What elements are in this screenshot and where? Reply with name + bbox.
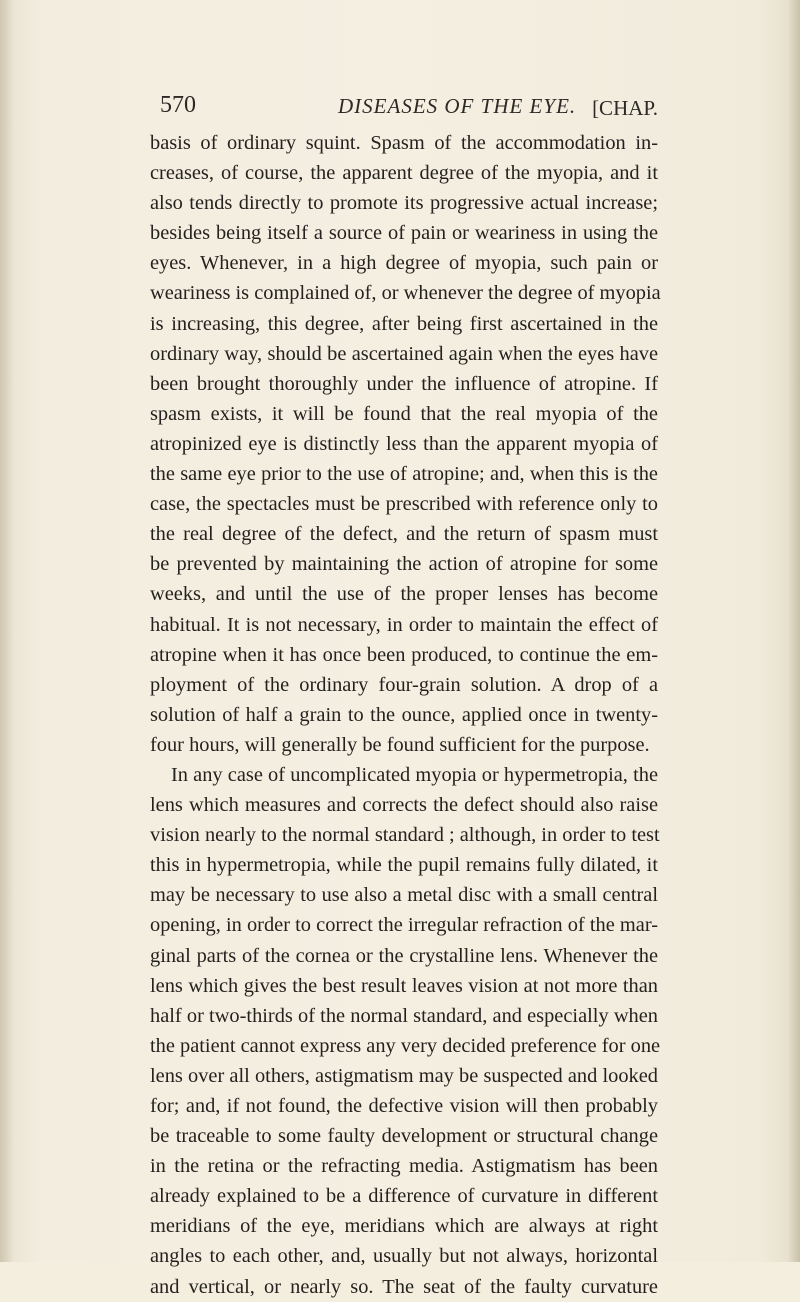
running-title: DISEASES OF THE EYE. (338, 94, 577, 118)
running-header (160, 92, 658, 120)
text-line: already explained to be a difference of curvature in different (150, 1185, 658, 1208)
page-left-edge-shadow (0, 0, 14, 1262)
text-line: besides being itself a source of pain or weariness in using the (150, 222, 658, 245)
text-line: meridians of the eye, meridians which are always at right (150, 1215, 658, 1238)
text-line: is increasing, this degree, after being first ascertained in the (150, 312, 658, 335)
text-line: this in hypermetropia, while the pupil remains fully dilated, it (150, 854, 658, 877)
text-line: In any case of uncomplicated myopia or hypermetropia, the (171, 763, 658, 786)
text-line: the real degree of the defect, and the return of spasm must (150, 523, 658, 546)
paragraph (150, 128, 661, 760)
chapter-mark: [CHAP. (592, 96, 658, 120)
text-line: ordinary way, should be ascertained again when the eyes have (150, 342, 658, 365)
text-line: eyes. Whenever, in a high degree of myopia, such pain or (150, 252, 658, 275)
text-line: also tends directly to promote its progressive actual increase; (150, 192, 658, 215)
text-line: basis of ordinary squint. Spasm of the accommodation in- (150, 132, 658, 154)
text-line: be traceable to some faulty development or structural change (150, 1125, 658, 1148)
text-line: spasm exists, it will be found that the real myopia of the (150, 402, 658, 425)
text-line: be prevented by maintaining the action of atropine for some (150, 553, 658, 576)
text-line: four hours, will generally be found sufficient for the purpose. (150, 733, 650, 756)
text-line: case, the spectacles must be prescribed with reference only to (150, 493, 658, 516)
text-line: ginal parts of the cornea or the crystalline lens. Whenever the (150, 944, 658, 967)
text-line: atropine when it has once been produced, to continue the em- (150, 643, 658, 666)
page-number: 570 (160, 92, 196, 118)
text-line: solution of half a grain to the ounce, applied once in twenty- (150, 703, 658, 726)
text-line: lens which measures and corrects the defect should also raise (150, 794, 658, 817)
text-line: lens over all others, astigmatism may be suspected and looked (150, 1064, 658, 1087)
text-line: for; and, if not found, the defective vision will then probably (150, 1095, 658, 1117)
text-line: creases, of course, the apparent degree of the myopia, and it (150, 162, 658, 185)
text-line: weeks, and until the use of the proper lenses has become (150, 583, 658, 606)
text-line: in the retina or the refracting media. Astigmatism has been (150, 1155, 658, 1178)
text-line: the same eye prior to the use of atropine; and, when this is the (150, 463, 658, 486)
text-line: half or two-thirds of the normal standard, and especially when (150, 1004, 658, 1027)
text-line: opening, in order to correct the irregular refraction of the mar- (150, 914, 658, 937)
paragraph (150, 760, 661, 1302)
text-line: atropinized eye is distinctly less than the apparent myopia of (150, 432, 658, 455)
text-line: angles to each other, and, usually but not always, horizontal (150, 1245, 658, 1268)
text-line: lens which gives the best result leaves vision at not more than (150, 974, 658, 997)
text-line: the patient cannot express any very decided preference for one (150, 1034, 661, 1057)
page-right-edge-shadow (788, 0, 800, 1262)
text-line: ployment of the ordinary four-grain solution. A drop of a (150, 673, 658, 696)
text-line: may be necessary to use also a metal disc with a small central (150, 884, 658, 907)
text-line: and vertical, or nearly so. The seat of the faulty curvature (150, 1275, 658, 1298)
text-line: been brought thoroughly under the influence of atropine. If (150, 372, 658, 395)
text-line: vision nearly to the normal standard ; although, in order to test (150, 824, 660, 847)
text-line: weariness is complained of, or whenever the degree of myopia (150, 282, 661, 305)
text-line: habitual. It is not necessary, in order to maintain the effect of (150, 613, 658, 636)
body-text (150, 128, 661, 1302)
